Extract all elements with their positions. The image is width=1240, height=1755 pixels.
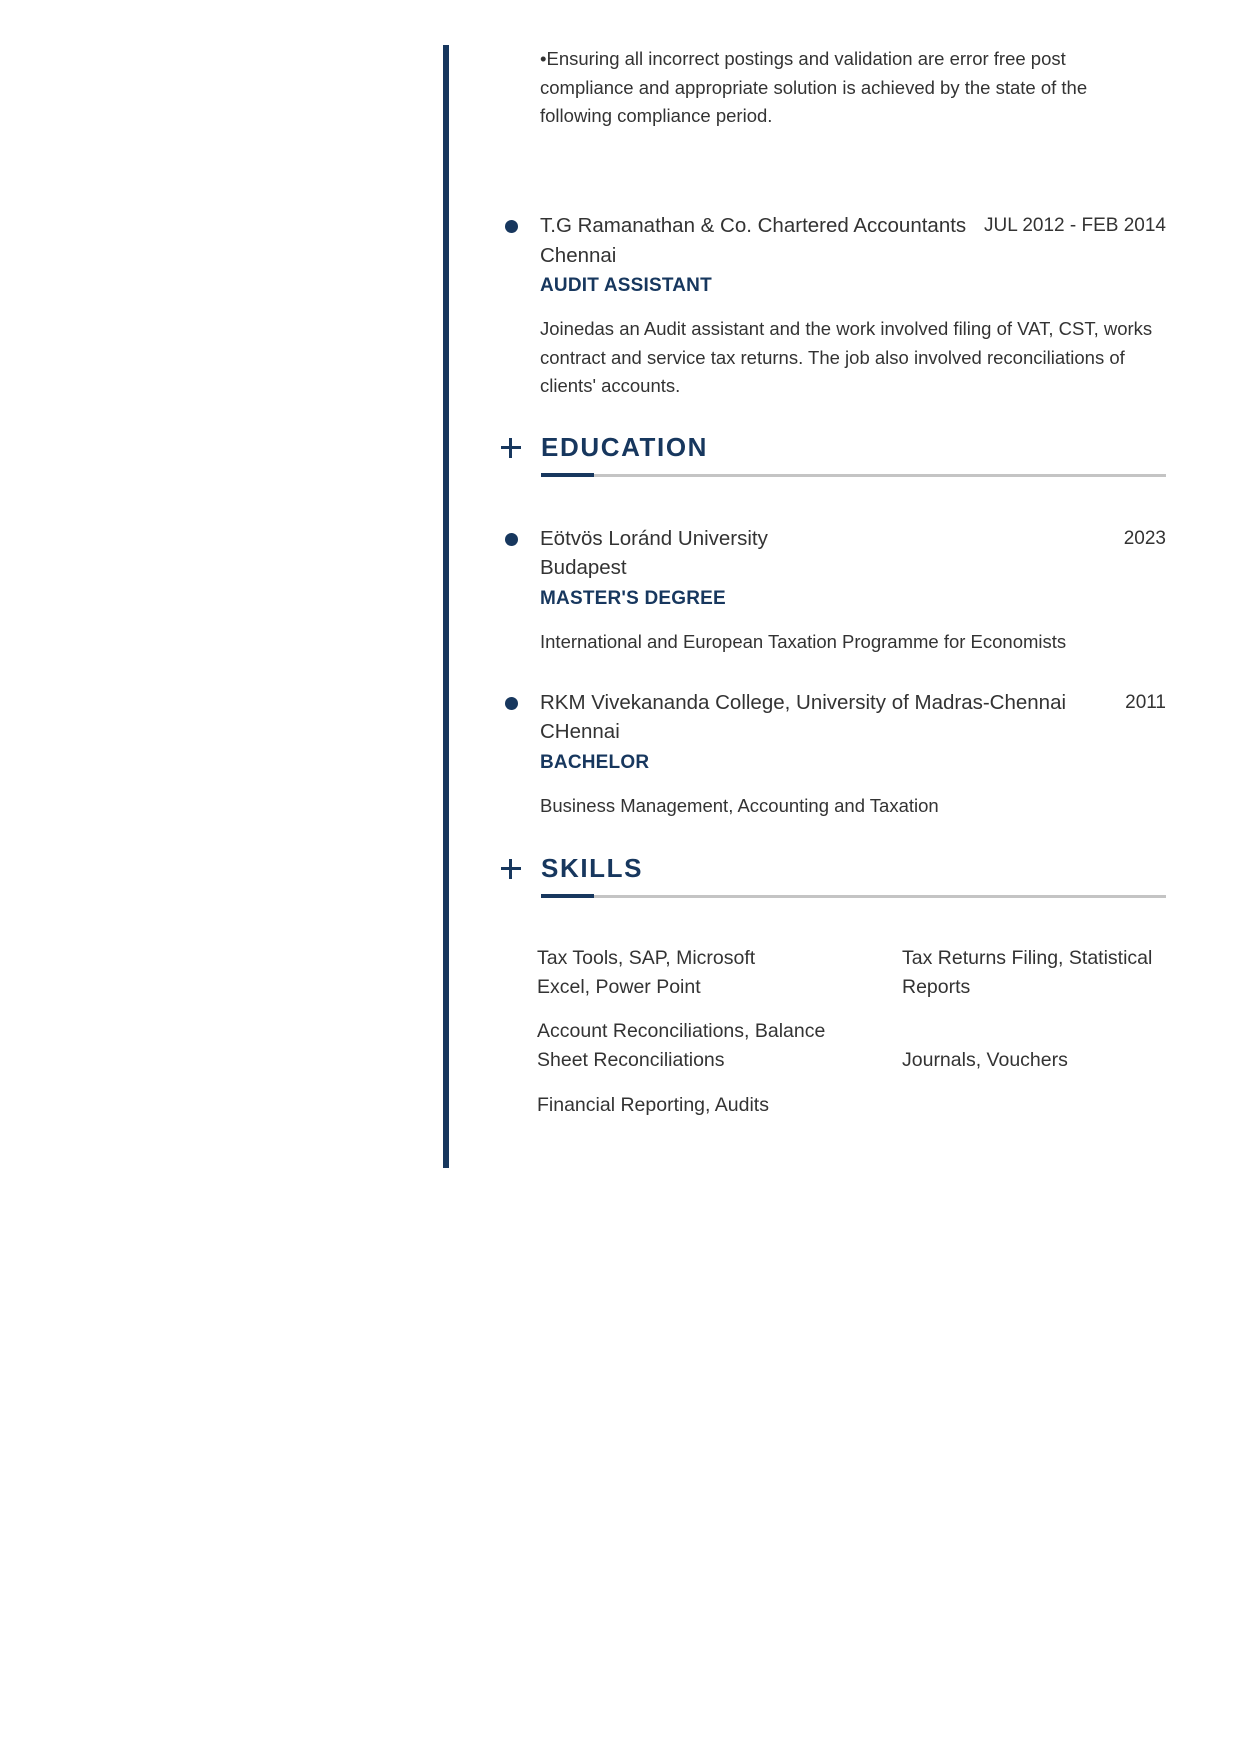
skills-rule-accent	[541, 894, 594, 898]
education-year: 2011	[1125, 692, 1166, 713]
skill-item: Journals, Vouchers	[902, 1049, 1068, 1071]
education-description: International and European Taxation Programme for Economists	[540, 631, 1067, 652]
skills-rule	[541, 895, 1166, 898]
experience-role: AUDIT ASSISTANT	[540, 275, 712, 296]
timeline-dot	[505, 533, 518, 546]
skill-item: Financial Reporting, Audits	[537, 1094, 769, 1116]
education-degree: BACHELOR	[540, 752, 650, 773]
education-year: 2023	[1123, 528, 1166, 549]
education-description: Business Management, Accounting and Taxation	[540, 795, 939, 816]
skill-item: Account Reconciliations, Balance Sheet Reconciliations	[537, 1020, 826, 1071]
experience-location: Chennai	[540, 244, 617, 267]
education-degree: MASTER'S DEGREE	[540, 588, 726, 609]
education-rule	[541, 474, 1166, 477]
education-location: CHennai	[540, 720, 620, 743]
skill-item: Tax Tools, SAP, Microsoft Excel, Power Point	[537, 947, 756, 998]
education-location: Budapest	[540, 556, 627, 579]
skill-item: Tax Returns Filing, Statistical Reports	[902, 947, 1153, 998]
experience-description: Joinedas an Audit assistant and the work involved filing of VAT, CST, works contract and service tax returns. The job also involved reconciliations of clients' accounts.	[540, 318, 1153, 396]
timeline-bar	[443, 45, 449, 1168]
education-institution: Eötvös Loránd University	[540, 527, 768, 550]
education-rule-accent	[541, 473, 594, 477]
plus-icon	[499, 857, 523, 881]
skills-heading: SKILLS	[541, 853, 644, 883]
education-heading: EDUCATION	[541, 432, 709, 462]
timeline-dot	[505, 220, 518, 233]
experience-dates: JUL 2012 - FEB 2014	[983, 215, 1166, 236]
education-institution: RKM Vivekananda College, University of Madras-Chennai	[540, 691, 1067, 714]
plus-icon	[499, 436, 523, 460]
experience-bullet-text: •Ensuring all incorrect postings and validation are error free post compliance and appropriate solution is achieved by the state of the following compliance period.	[540, 48, 1088, 126]
experience-company: T.G Ramanathan & Co. Chartered Accountants	[540, 214, 967, 237]
timeline-dot	[505, 697, 518, 710]
